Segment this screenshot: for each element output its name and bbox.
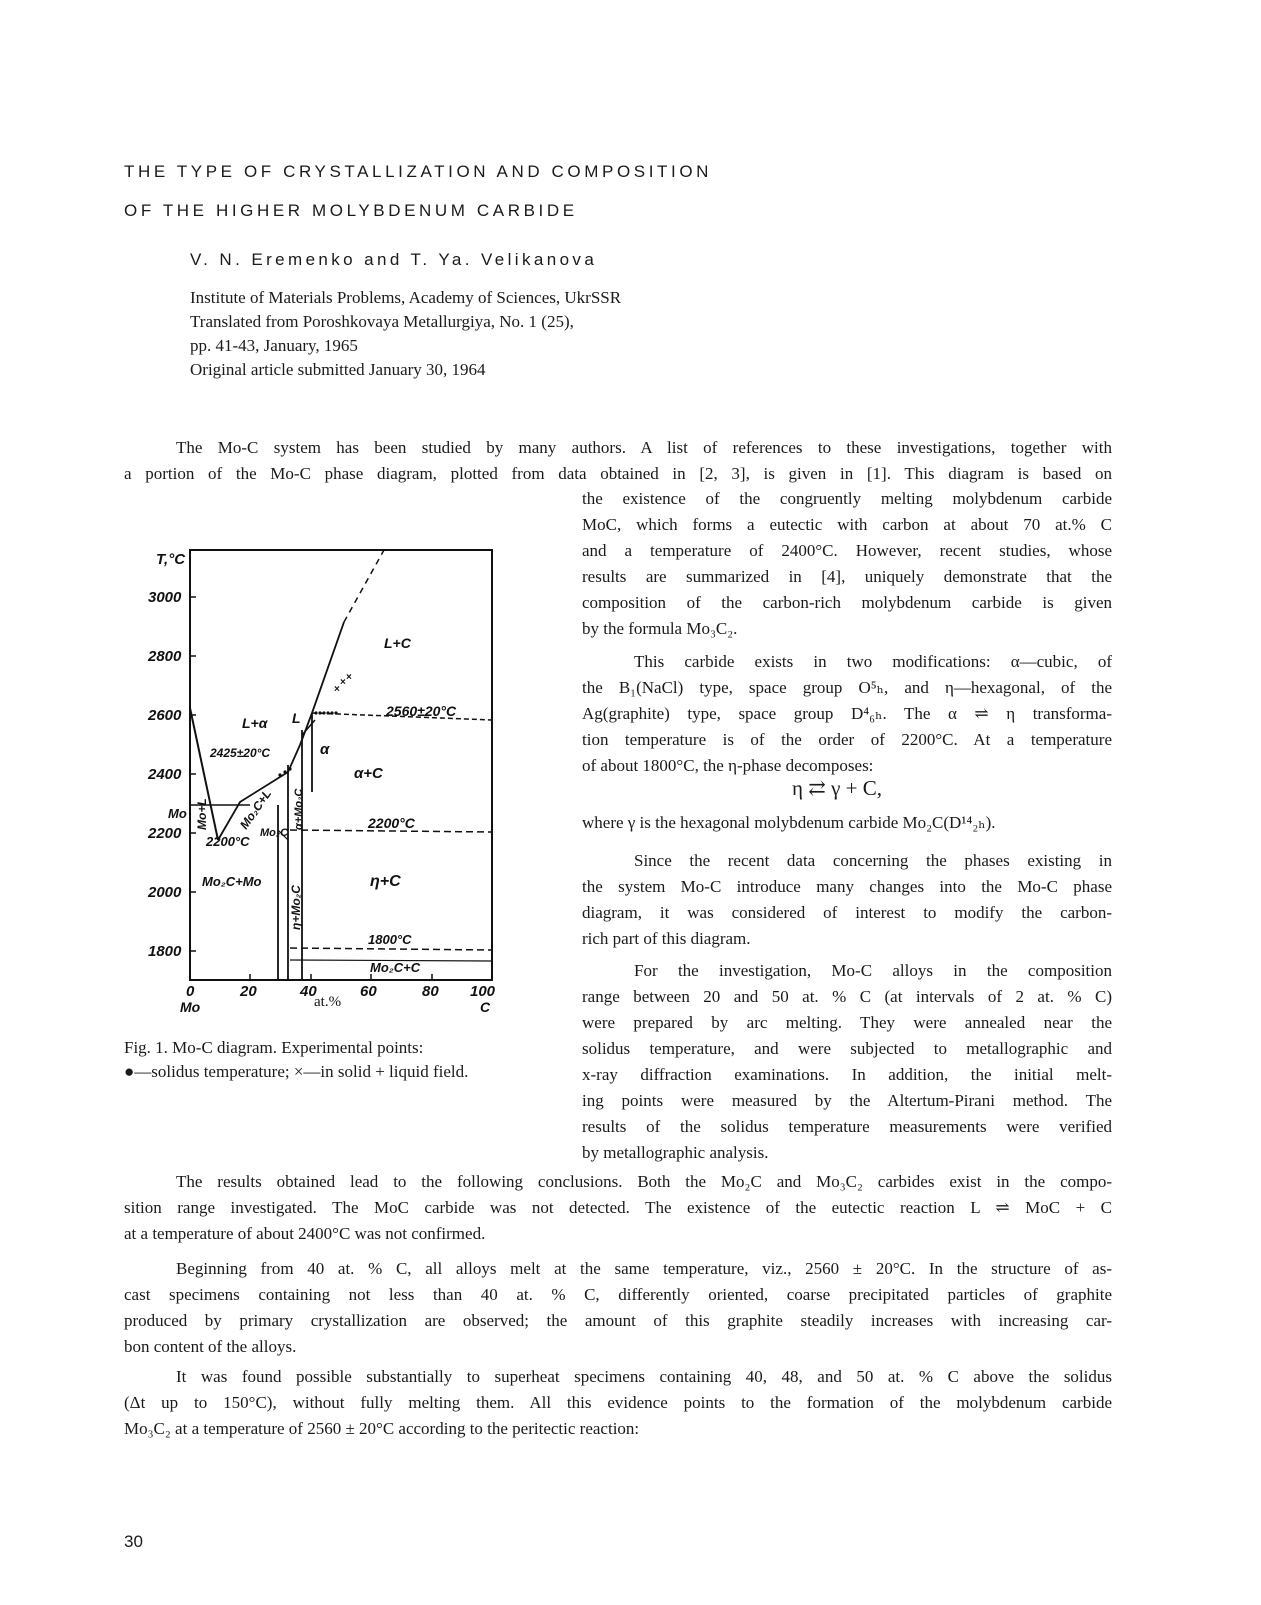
solid-liquid-points xyxy=(334,672,352,695)
melting-paragraph xyxy=(124,1256,1112,1360)
region-alpha-c: α+C xyxy=(354,765,383,782)
text-line: of about 1800°C, the η-phase decomposes: xyxy=(582,756,874,775)
decomposition-equation: η ⇄ γ + C, xyxy=(792,776,882,800)
region-mo2c-mo: Mo₂C+Mo xyxy=(202,874,262,889)
x-axis-unit: at.% xyxy=(314,994,342,1010)
y-tick-label: 1800 xyxy=(148,943,182,960)
label-2200-left: 2200°C xyxy=(206,834,250,849)
text-line: by the formula Mo₃C₂. xyxy=(582,619,738,638)
right-paragraph-2 xyxy=(582,649,1112,779)
text-line: rich part of this diagram. xyxy=(582,929,751,948)
text-line: Mo₃C₂ at a temperature of 2560 ± 20°C according to the peritectic reaction: xyxy=(124,1419,640,1438)
region-alpha-mo2c: α+Mo₂C xyxy=(293,788,305,830)
text-line: where γ is the hexagonal molybdenum carbide Mo₂C(D¹⁴₂ₕ). xyxy=(582,813,996,832)
region-eta-mo2c: η+Mo₂C xyxy=(289,885,303,930)
x-tick-label: 0 xyxy=(186,983,195,1000)
x-tick-label: 40 xyxy=(300,983,317,1000)
text-line: tion temperature is of the order of 2200°C. At a temperature xyxy=(582,730,1112,749)
meta-line: Institute of Materials Problems, Academy of Sciences, UkrSSR xyxy=(190,288,622,307)
text-line: For the investigation, Mo-C alloys in the composition xyxy=(634,961,1112,980)
right-paragraph-1 xyxy=(582,486,1112,642)
y-tick-label: 2600 xyxy=(148,707,182,724)
text-line: were prepared by arc melting. They were annealed near the xyxy=(582,1013,1112,1032)
meta-line: Original article submitted January 30, 1964 xyxy=(190,360,486,379)
label-2425: 2425±20°C xyxy=(210,746,271,760)
text-line: the existence of the congruently melting molybdenum carbide xyxy=(582,489,1112,508)
y-tick-label: 2800 xyxy=(148,648,182,665)
authors: V. N. Eremenko and T. Ya. Velikanova xyxy=(190,250,598,269)
text-line: a portion of the Mo-C phase diagram, plotted from data obtained in [2, 3], is given in [1]. This diagram is based on xyxy=(124,464,1112,483)
text-line: ing points were measured by the Altertum-Pirani method. The xyxy=(582,1091,1112,1110)
region-l-c: L+C xyxy=(384,635,411,651)
text-line: Ag(graphite) type, space group D⁴₆ₕ. The α ⇌ η transforma- xyxy=(582,704,1112,723)
y-tick-label: 3000 xyxy=(148,589,182,606)
text-line: solidus temperature, and were subjected to metallographic and xyxy=(582,1039,1112,1058)
text-line: It was found possible substantially to superheat specimens containing 40, 48, and 50 at. % C above the solidus xyxy=(176,1367,1112,1386)
text-line: the B₁(NaCl) type, space group O⁵ₕ, and η—hexagonal, of the xyxy=(582,678,1112,697)
mo-c-phase-diagram xyxy=(130,540,510,1020)
text-line: x-ray diffraction examinations. In addition, the initial melt- xyxy=(582,1065,1112,1084)
text-line: cast specimens containing not less than 40 at. % C, differently oriented, coarse precipitated particles of graphite xyxy=(124,1285,1112,1304)
text-line: MoC, which forms a eutectic with carbon at about 70 at.% C xyxy=(582,515,1112,534)
text-line: and a temperature of 2400°C. However, recent studies, whose xyxy=(582,541,1112,560)
text-line: composition of the carbon-rich molybdenum carbide is given xyxy=(582,593,1112,612)
region-mo2c-l: Mo₂C+L xyxy=(236,786,275,832)
text-line: Beginning from 40 at. % C, all alloys melt at the same temperature, viz., 2560 ± 20°C. In the structure of as- xyxy=(176,1259,1112,1278)
region-mo-l: Mo+L xyxy=(195,798,209,830)
x-left-end-label: Mo xyxy=(180,999,201,1015)
text-line: at a temperature of about 2400°C was not confirmed. xyxy=(124,1224,486,1243)
text-line: produced by primary crystallization are observed; the amount of this graphite steadily increases with increasing car- xyxy=(124,1311,1112,1330)
affiliation-block xyxy=(190,286,621,382)
region-mo2c-c: Mo₂C+C xyxy=(370,960,421,975)
text-line: (Δt up to 150°C), without fully melting them. All this evidence points to the formation of the molybdenum carbide xyxy=(124,1393,1112,1412)
label-1800: 1800°C xyxy=(368,932,412,947)
y-axis-title: T,°C xyxy=(156,551,186,568)
mo-melting-label: Mo xyxy=(168,806,187,821)
text-line: The Mo-C system has been studied by many authors. A list of references to these investigations, together with xyxy=(176,438,1112,457)
x-right-end-label: C xyxy=(480,999,491,1015)
paper-title-line-1: THE TYPE OF CRYSTALLIZATION AND COMPOSITION xyxy=(124,162,713,181)
text-line: by metallographic analysis. xyxy=(582,1143,769,1162)
x-tick-label: 20 xyxy=(240,983,257,1000)
conclusions-paragraph xyxy=(124,1169,1112,1247)
text-line: bon content of the alloys. xyxy=(124,1337,297,1356)
caption-line: ●—solidus temperature; ×—in solid + liquid field. xyxy=(124,1062,469,1081)
meta-line: pp. 41-43, January, 1965 xyxy=(190,336,358,355)
text-line: range between 20 and 50 at. % C (at intervals of 2 at. % C) xyxy=(582,987,1112,1006)
right-paragraph-4 xyxy=(582,958,1112,1166)
meta-line: Translated from Poroshkovaya Metallurgiya, No. 1 (25), xyxy=(190,312,574,331)
plot-frame xyxy=(190,550,492,980)
svg-text:×: × xyxy=(334,684,340,695)
x-tick-label: 80 xyxy=(422,983,439,1000)
region-alpha: α xyxy=(320,741,330,758)
label-2200-right: 2200°C xyxy=(368,815,415,831)
paper-title-line-2: OF THE HIGHER MOLYBDENUM CARBIDE xyxy=(124,201,578,220)
liquidus-dashed xyxy=(344,550,384,622)
x-tick-label: 100 xyxy=(470,983,496,1000)
region-eta-c: η+C xyxy=(370,873,401,890)
label-2560: 2560±20°C xyxy=(386,703,457,719)
y-tick-label: 2400 xyxy=(148,766,182,783)
region-l: L xyxy=(292,710,301,726)
intro-paragraph xyxy=(124,435,1112,487)
x-tick-label: 60 xyxy=(360,983,377,1000)
decomposition-line-1800 xyxy=(290,948,492,950)
text-line: Since the recent data concerning the phases existing in xyxy=(634,851,1112,870)
right-paragraph-3 xyxy=(582,848,1112,952)
figure-caption xyxy=(124,1036,468,1084)
y-tick-label: 2200 xyxy=(148,825,182,842)
page-number: 30 xyxy=(124,1532,143,1551)
region-l-alpha: L+α xyxy=(242,715,268,731)
text-line: sition range investigated. The MoC carbide was not detected. The existence of the eutectic reaction L ⇌ MoC + C xyxy=(124,1198,1112,1217)
y-tick-label: 2000 xyxy=(148,884,182,901)
caption-line: Fig. 1. Mo-C diagram. Experimental points: xyxy=(124,1038,424,1057)
superheat-paragraph xyxy=(124,1364,1112,1442)
text-line: This carbide exists in two modifications: α—cubic, of xyxy=(634,652,1112,671)
region-mo2c: Mo₂C xyxy=(260,827,289,839)
text-line: The results obtained lead to the following conclusions. Both the Mo₂C and Mo₃C₂ carbides exist in the compo- xyxy=(176,1172,1112,1191)
text-line: results are summarized in [4], uniquely demonstrate that the xyxy=(582,567,1112,586)
text-line: the system Mo-C introduce many changes into the Mo-C phase xyxy=(582,877,1112,896)
svg-text:×: × xyxy=(346,672,352,683)
text-line: results of the solidus temperature measurements were verified xyxy=(582,1117,1112,1136)
where-line xyxy=(582,810,1112,836)
text-line: diagram, it was considered of interest to modify the carbon- xyxy=(582,903,1112,922)
svg-text:×: × xyxy=(340,677,346,688)
